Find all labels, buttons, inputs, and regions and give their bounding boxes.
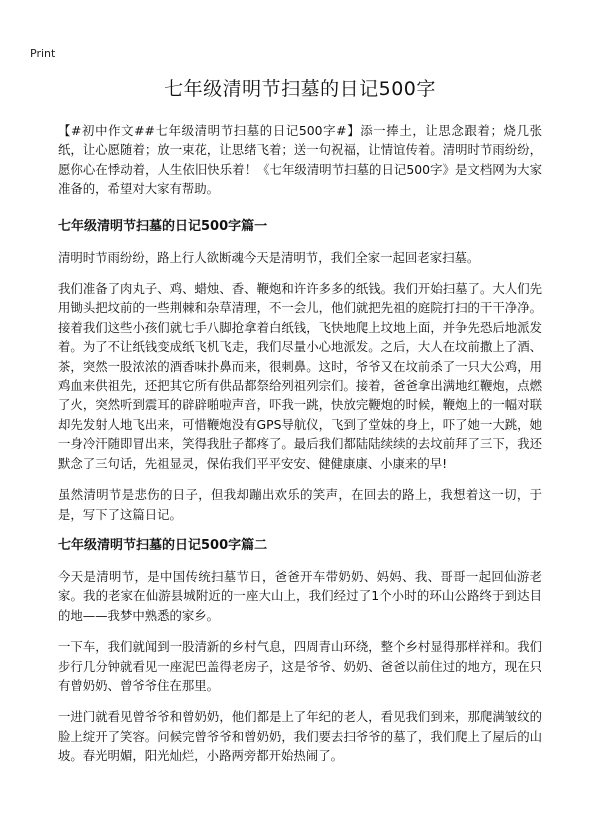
section-two xyxy=(58,536,542,766)
section-one-heading: 七年级清明节扫墓的日记500字篇一 xyxy=(58,218,268,234)
section-one xyxy=(58,217,542,524)
intro-paragraph: 【#初中作文##七年级清明节扫墓的日记500字#】添一捧土，让思念跟着；烧几张纸，让心愿随着；放一束花，让思绪飞着；送一句祝福，让情谊传着。清明时节雨纷纷，愿你心在悸动着，人生依旧快乐着！《七年级清明节扫墓的日记500字》是文档网为大家准备的，希望对大家有帮助。 xyxy=(58,123,542,197)
section-two-paragraph-2: 一下车，我们就闻到一股清新的乡村气息，四周青山环绕，整个乡村显得那样祥和。我们步行几分钟就看见一座泥巴盖得老房子，这是爷爷、奶奶、爸爸以前住过的地方，现在只有曾奶奶、曾爷爷住在那里。 xyxy=(58,639,542,693)
section-one-paragraph-3: 虽然清明节是悲伤的日子，但我却蹦出欢乐的笑声，在回去的路上，我想着这一切，于是，写下了这篇日记。 xyxy=(58,487,542,522)
document-title: 七年级清明节扫墓的日记500字 xyxy=(164,78,436,100)
section-two-paragraph-3: 一进门就看见曾爷爷和曾奶奶，他们都是上了年纪的老人，看见我们到来，那爬满皱纹的脸上绽开了笑容。问候完曾爷爷和曾奶奶，我们要去扫爷爷的墓了，我们爬上了屋后的山坡。春光明媚，阳光灿烂，小路两旁都开始热闹了。 xyxy=(58,709,542,764)
section-two-paragraph-1: 今天是清明节，是中国传统扫墓节日，爸爸开车带奶奶、妈妈、我、哥哥一起回仙游老家。我的老家在仙游县城附近的一座大山上，我们经过了1个小时的环山公路终于到达目的地——我梦中熟悉的家乡。 xyxy=(58,568,542,623)
section-two-heading: 七年级清明节扫墓的日记500字篇二 xyxy=(58,537,268,553)
section-one-paragraph-2: 我们准备了肉丸子、鸡、蜡烛、香、鞭炮和许许多多的纸钱。我们开始扫墓了。大人们先用锄头把坟前的一些荆棘和杂草清理，不一会儿，他们就把先祖的庭院打扫的干干净净。接着我们这些小孩们就七手八脚抢拿着白纸钱，飞快地爬上坟地上面，并争先恐后地派发着。为了不让纸钱变成纸飞机飞走，我们尽量小心地派发。之后，大人在坟前撒上了酒、茶，突然一股浓浓的酒香味扑鼻而来，很刺鼻。这时，爷爷又在坟前杀了一只大公鸡，用鸡血来供祖先，还把其它所有供品都祭给列祖列宗们。接着，爸爸拿出满地红鞭炮，点燃了火，突然听到震耳的辟辟啪啦声音，吓我一跳，快放完鞭炮的时候，鞭炮上的一幅对联却先发射人地飞出来，可惜鞭炮没有GPS导航仪，飞到了堂妹的身上，吓了她一大跳，她一身冷汗随即冒出来，笑得我肚子都疼了。最后我们都陆陆续续的去坟前拜了三下，我还默念了三句话，先祖显灵，保佑我们平平安安、健健康康、小康来的早! xyxy=(58,281,542,471)
section-one-paragraph-1: 清明时节雨纷纷，路上行人欲断魂今天是清明节，我们全家一起回老家扫墓。 xyxy=(58,249,480,265)
print-label: Print xyxy=(30,47,56,60)
